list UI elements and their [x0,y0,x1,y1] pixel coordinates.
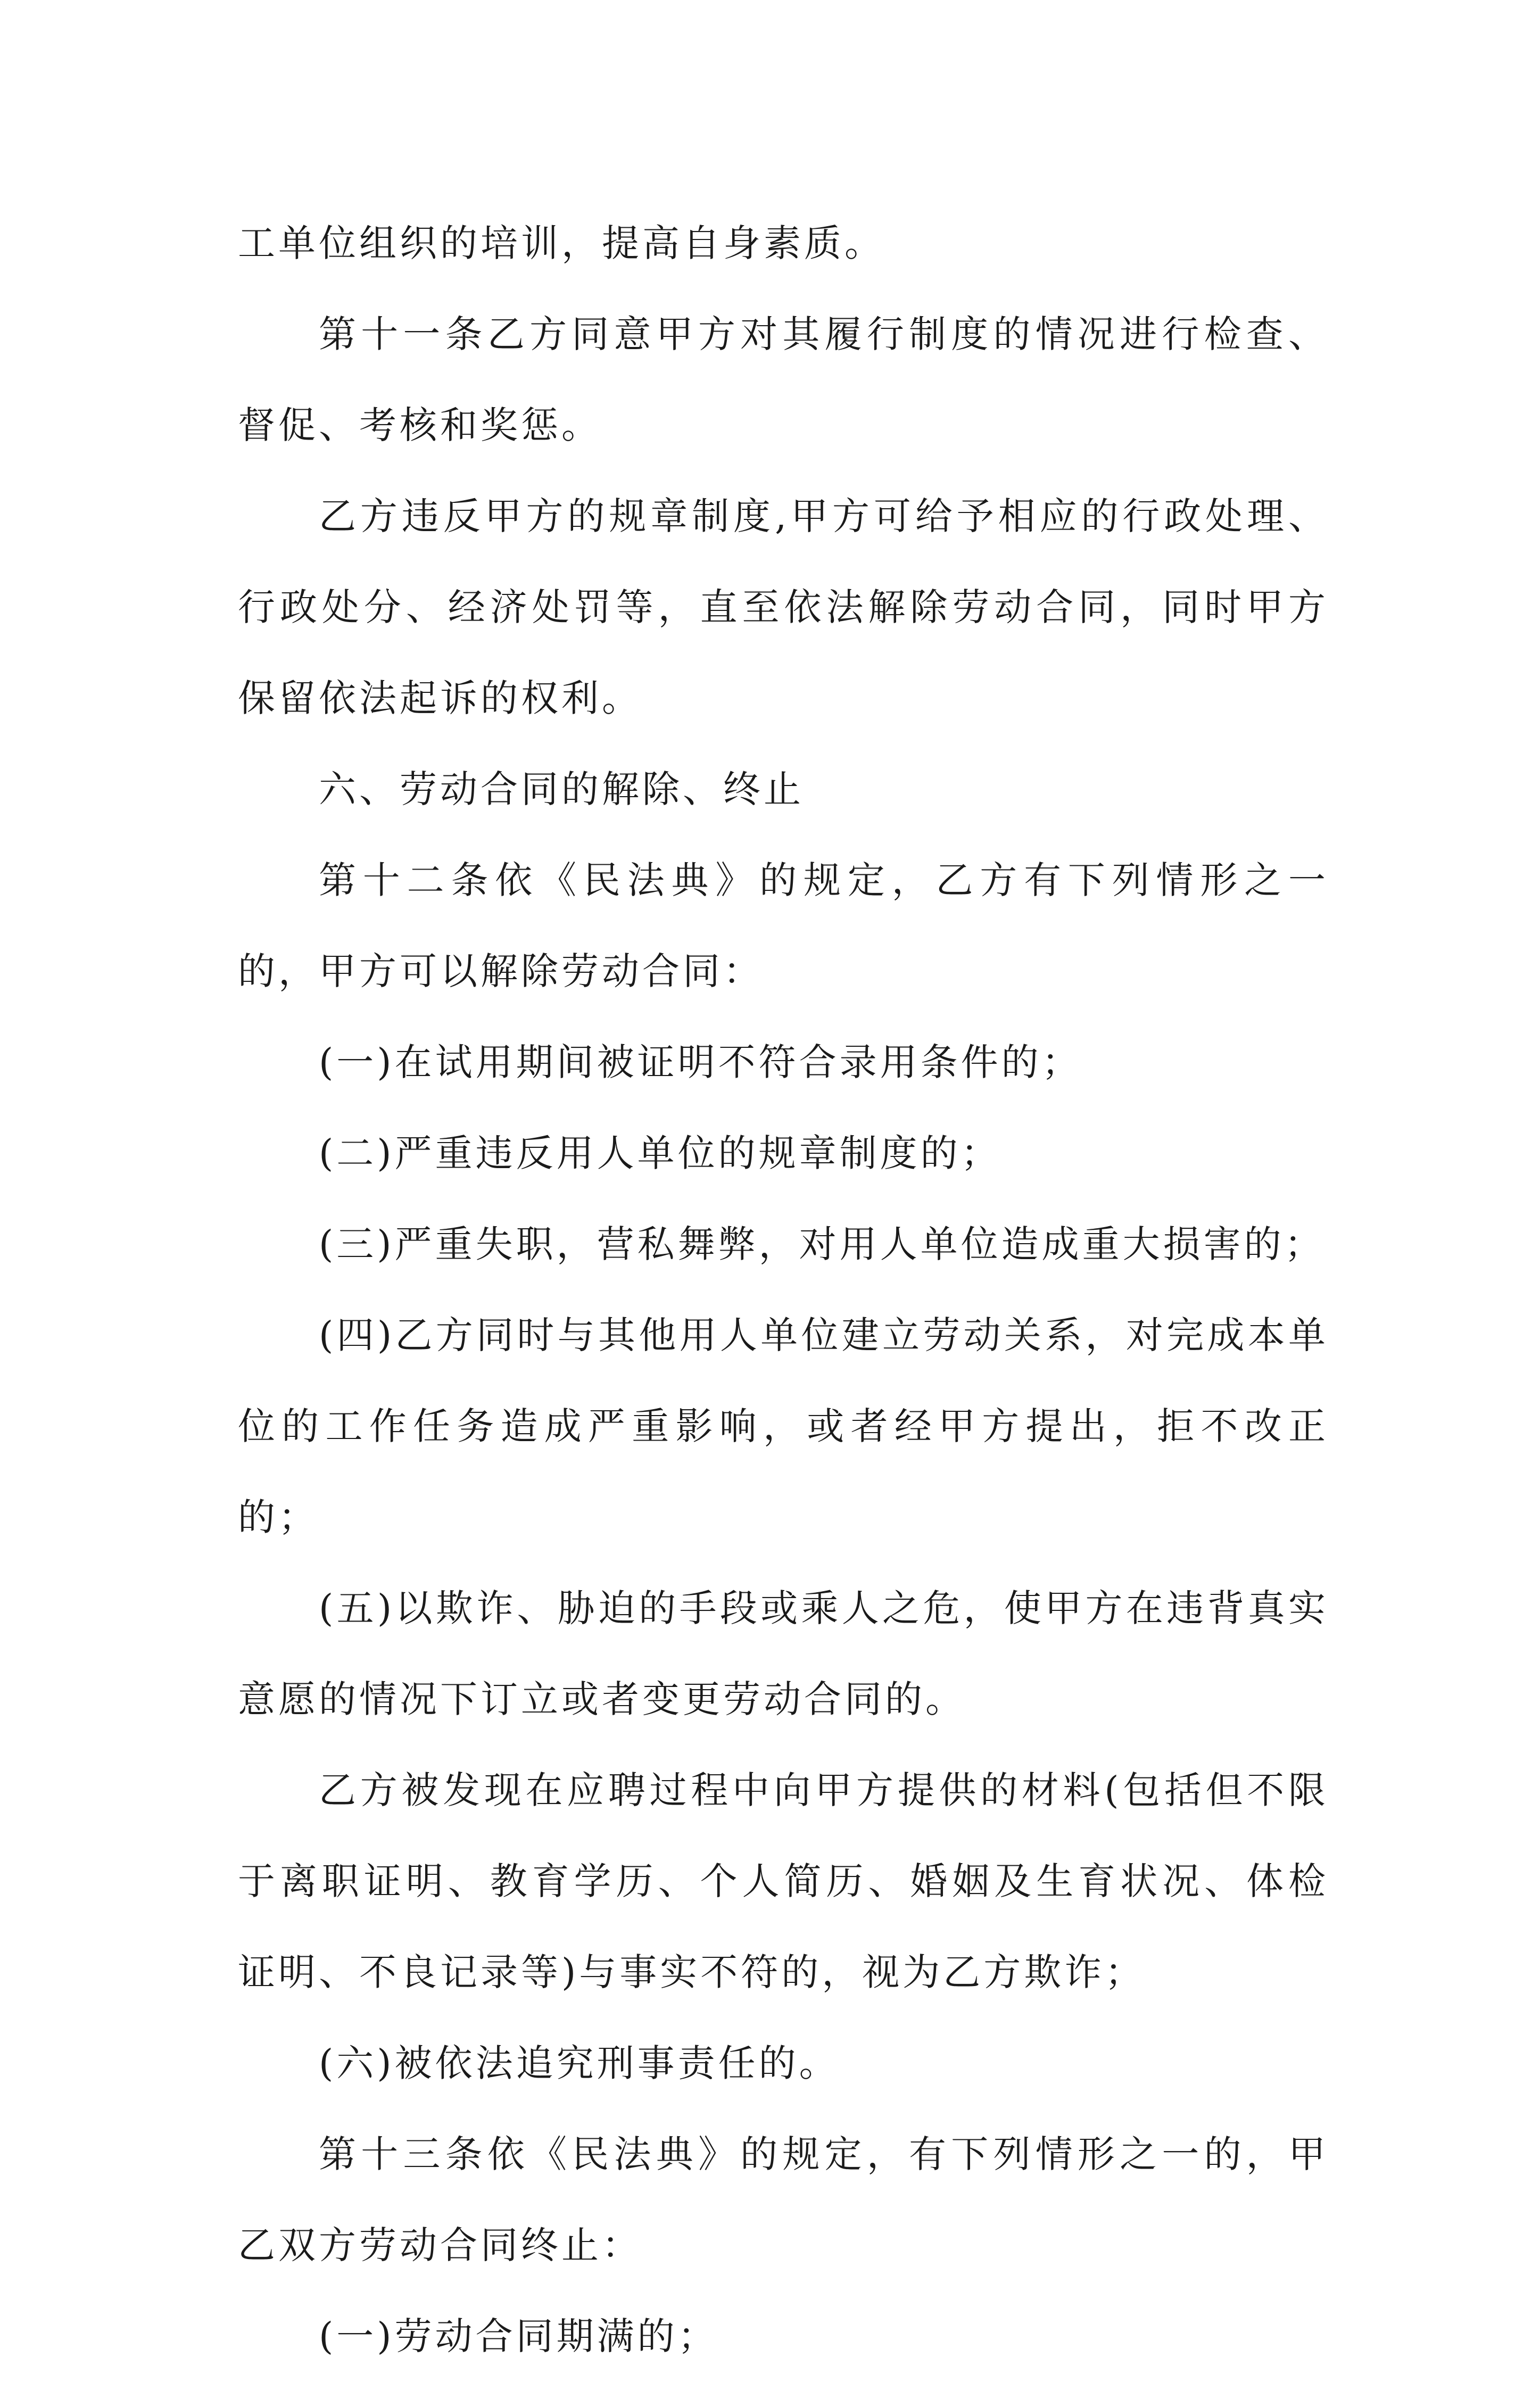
list-item-dual-employment: (四)乙方同时与其他用人单位建立劳动关系，对完成本单位的工作任务造成严重影响，或者经甲方提出，拒不改正的； [238,1313,1329,1539]
list-item-contract-expired: (一)劳动合同期满的； [319,2314,718,2358]
paragraph-article-11: 第十一条乙方同意甲方对其履行制度的情况进行检查、督促、考核和奖惩。 [238,312,1329,447]
list-item-fraud-coercion: (五)以欺诈、胁迫的手段或乘人之危，使甲方在违背真实意愿的情况下订立或者变更劳动合同的。 [238,1586,1329,1721]
list-item-serious-violation: (二)严重违反用人单位的规章制度的； [319,1131,1001,1175]
paragraph-false-materials: 乙方被发现在应聘过程中向甲方提供的材料(包括但不限于离职证明、教育学历、个人简历、婚姻及生育状况、体检证明、不良记录等)与事实不符的，视为乙方欺诈； [238,1768,1329,1994]
list-item-dereliction: (三)严重失职，营私舞弊，对用人单位造成重大损害的； [319,1222,1325,1266]
document-body [238,198,1329,2382]
section-heading-termination: 六、劳动合同的解除、终止 [319,767,804,811]
list-item-criminal-liability: (六)被依法追究刑事责任的。 [319,2041,840,2085]
paragraph-rule-violation: 乙方违反甲方的规章制度,甲方可给予相应的行政处理、行政处分、经济处罚等，直至依法解除劳动合同，同时甲方保留依法起诉的权利。 [238,494,1329,720]
paragraph-article-12: 第十二条依《民法典》的规定，乙方有下列情形之一的，甲方可以解除劳动合同： [238,858,1329,993]
list-item-probation: (一)在试用期间被证明不符合录用条件的； [319,1040,1082,1084]
paragraph-training-continued: 工单位组织的培训，提高自身素质。 [238,221,885,265]
paragraph-article-13: 第十三条依《民法典》的规定，有下列情形之一的，甲乙双方劳动合同终止： [238,2132,1329,2267]
